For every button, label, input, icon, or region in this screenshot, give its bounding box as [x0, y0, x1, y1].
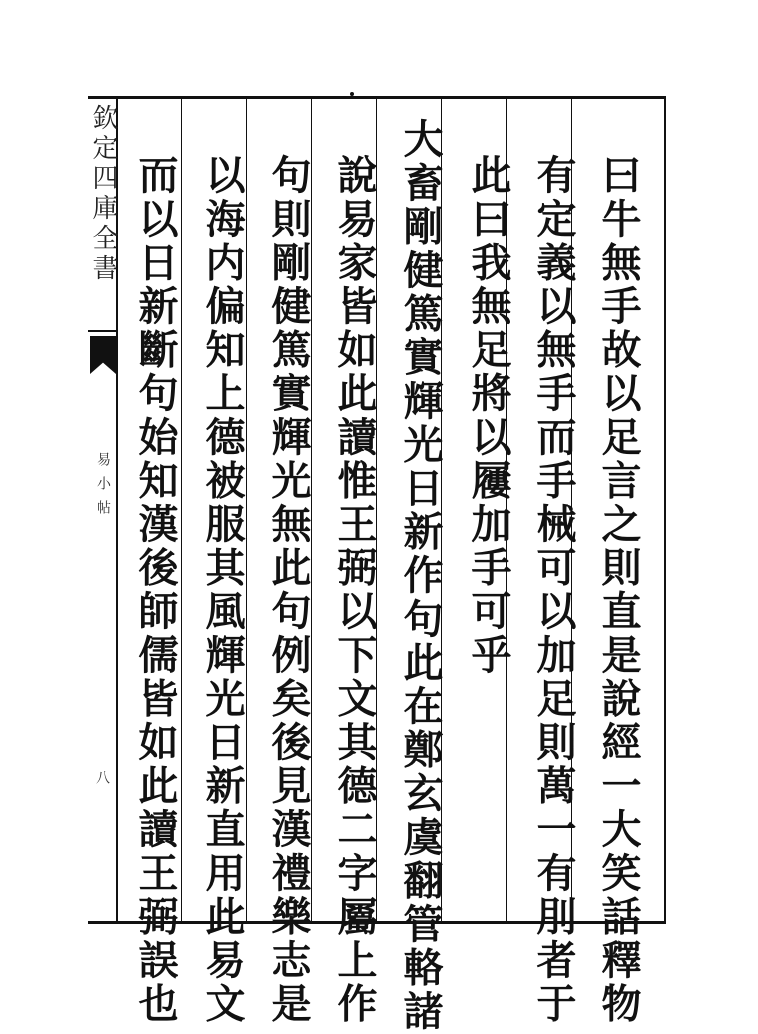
- margin-title: 欽定四庫全書: [88, 104, 118, 284]
- text-column-3: 此曰我無足將以屨加手可乎: [465, 154, 512, 678]
- margin-page-number: 八: [94, 770, 110, 784]
- text-column-2: 有定義以無手而手械可以加足則萬一有刖者于: [530, 154, 577, 1026]
- text-column-4: 大畜剛健篤實輝光日新作句此在鄭玄虞翻管輅諸: [397, 118, 444, 1034]
- margin-subtitle: 易小帖: [95, 452, 111, 524]
- text-column-8: 而以日新斷句始知漢後師儒皆如此讀王弼誤也: [132, 154, 179, 1026]
- text-column-5: 說易家皆如此讀惟王弼以下文其德二字屬上作: [331, 154, 378, 1026]
- text-column-6: 句則剛健篤實輝光無此句例矣後見漢禮樂志是: [265, 154, 312, 1026]
- text-column-7: 以海内偏知上德被服其風輝光日新直用此易文: [199, 154, 246, 1026]
- fishtail-divider: [88, 330, 118, 332]
- text-column-1: 曰牛無手故以足言之則直是說經一大笑話釋物: [595, 154, 642, 1026]
